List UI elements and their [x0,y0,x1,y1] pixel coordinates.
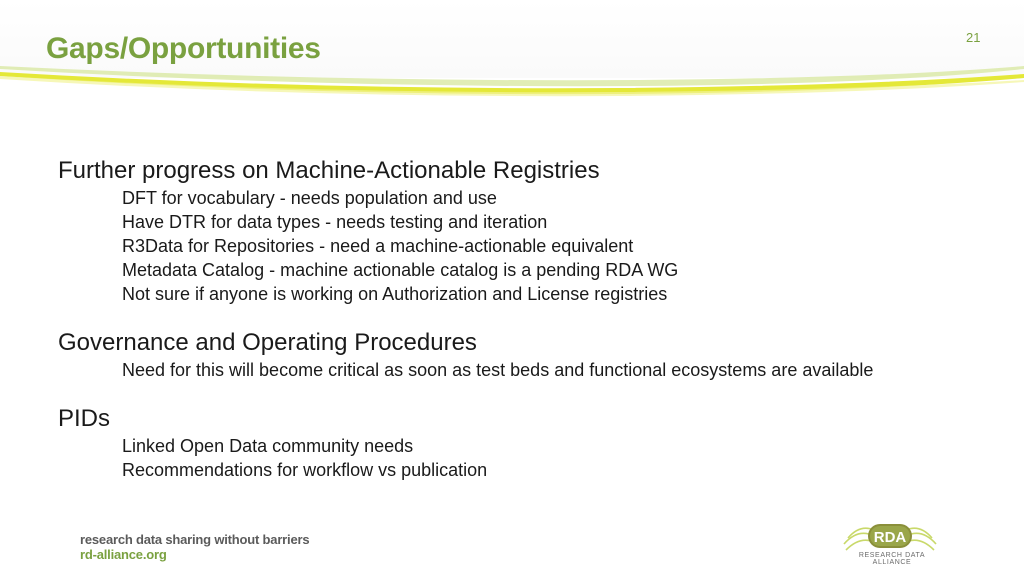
list-item: Have DTR for data types - needs testing and iteration [122,212,548,232]
list-item: Need for this will become critical as soon as test beds and functional ecosystems are available [122,360,874,380]
section-registries [58,156,998,306]
section-heading: Governance and Operating Procedures [58,329,477,356]
page-number: 21 [966,30,981,45]
section-heading: PIDs [58,405,111,432]
tagline-text: research data sharing without barriers [80,532,310,547]
list-item: Not sure if anyone is working on Authorization and License registries [122,284,668,304]
logo-subtext: RESEARCH DATA ALLIANCE [858,552,926,566]
footer-tagline [80,532,309,562]
section-heading: Further progress on Machine-Actionable Registries [58,157,600,184]
section-items [58,186,998,306]
list-item: R3Data for Repositories - need a machine-actionable equivalent [122,236,634,256]
list-item: Recommendations for workflow vs publication [122,460,488,480]
list-item: Metadata Catalog - machine actionable catalog is a pending RDA WG [122,260,679,280]
logo-text: RDA [873,529,907,546]
slide-title: Gaps/Opportunities [46,32,321,65]
list-item: DFT for vocabulary - needs population and use [122,188,497,208]
section-pids [58,404,998,482]
section-items [58,358,998,382]
section-items [58,434,998,482]
footer-url: rd-alliance.org [80,547,167,562]
list-item: Linked Open Data community needs [122,436,414,456]
slide-content [58,156,998,482]
section-governance [58,328,998,382]
